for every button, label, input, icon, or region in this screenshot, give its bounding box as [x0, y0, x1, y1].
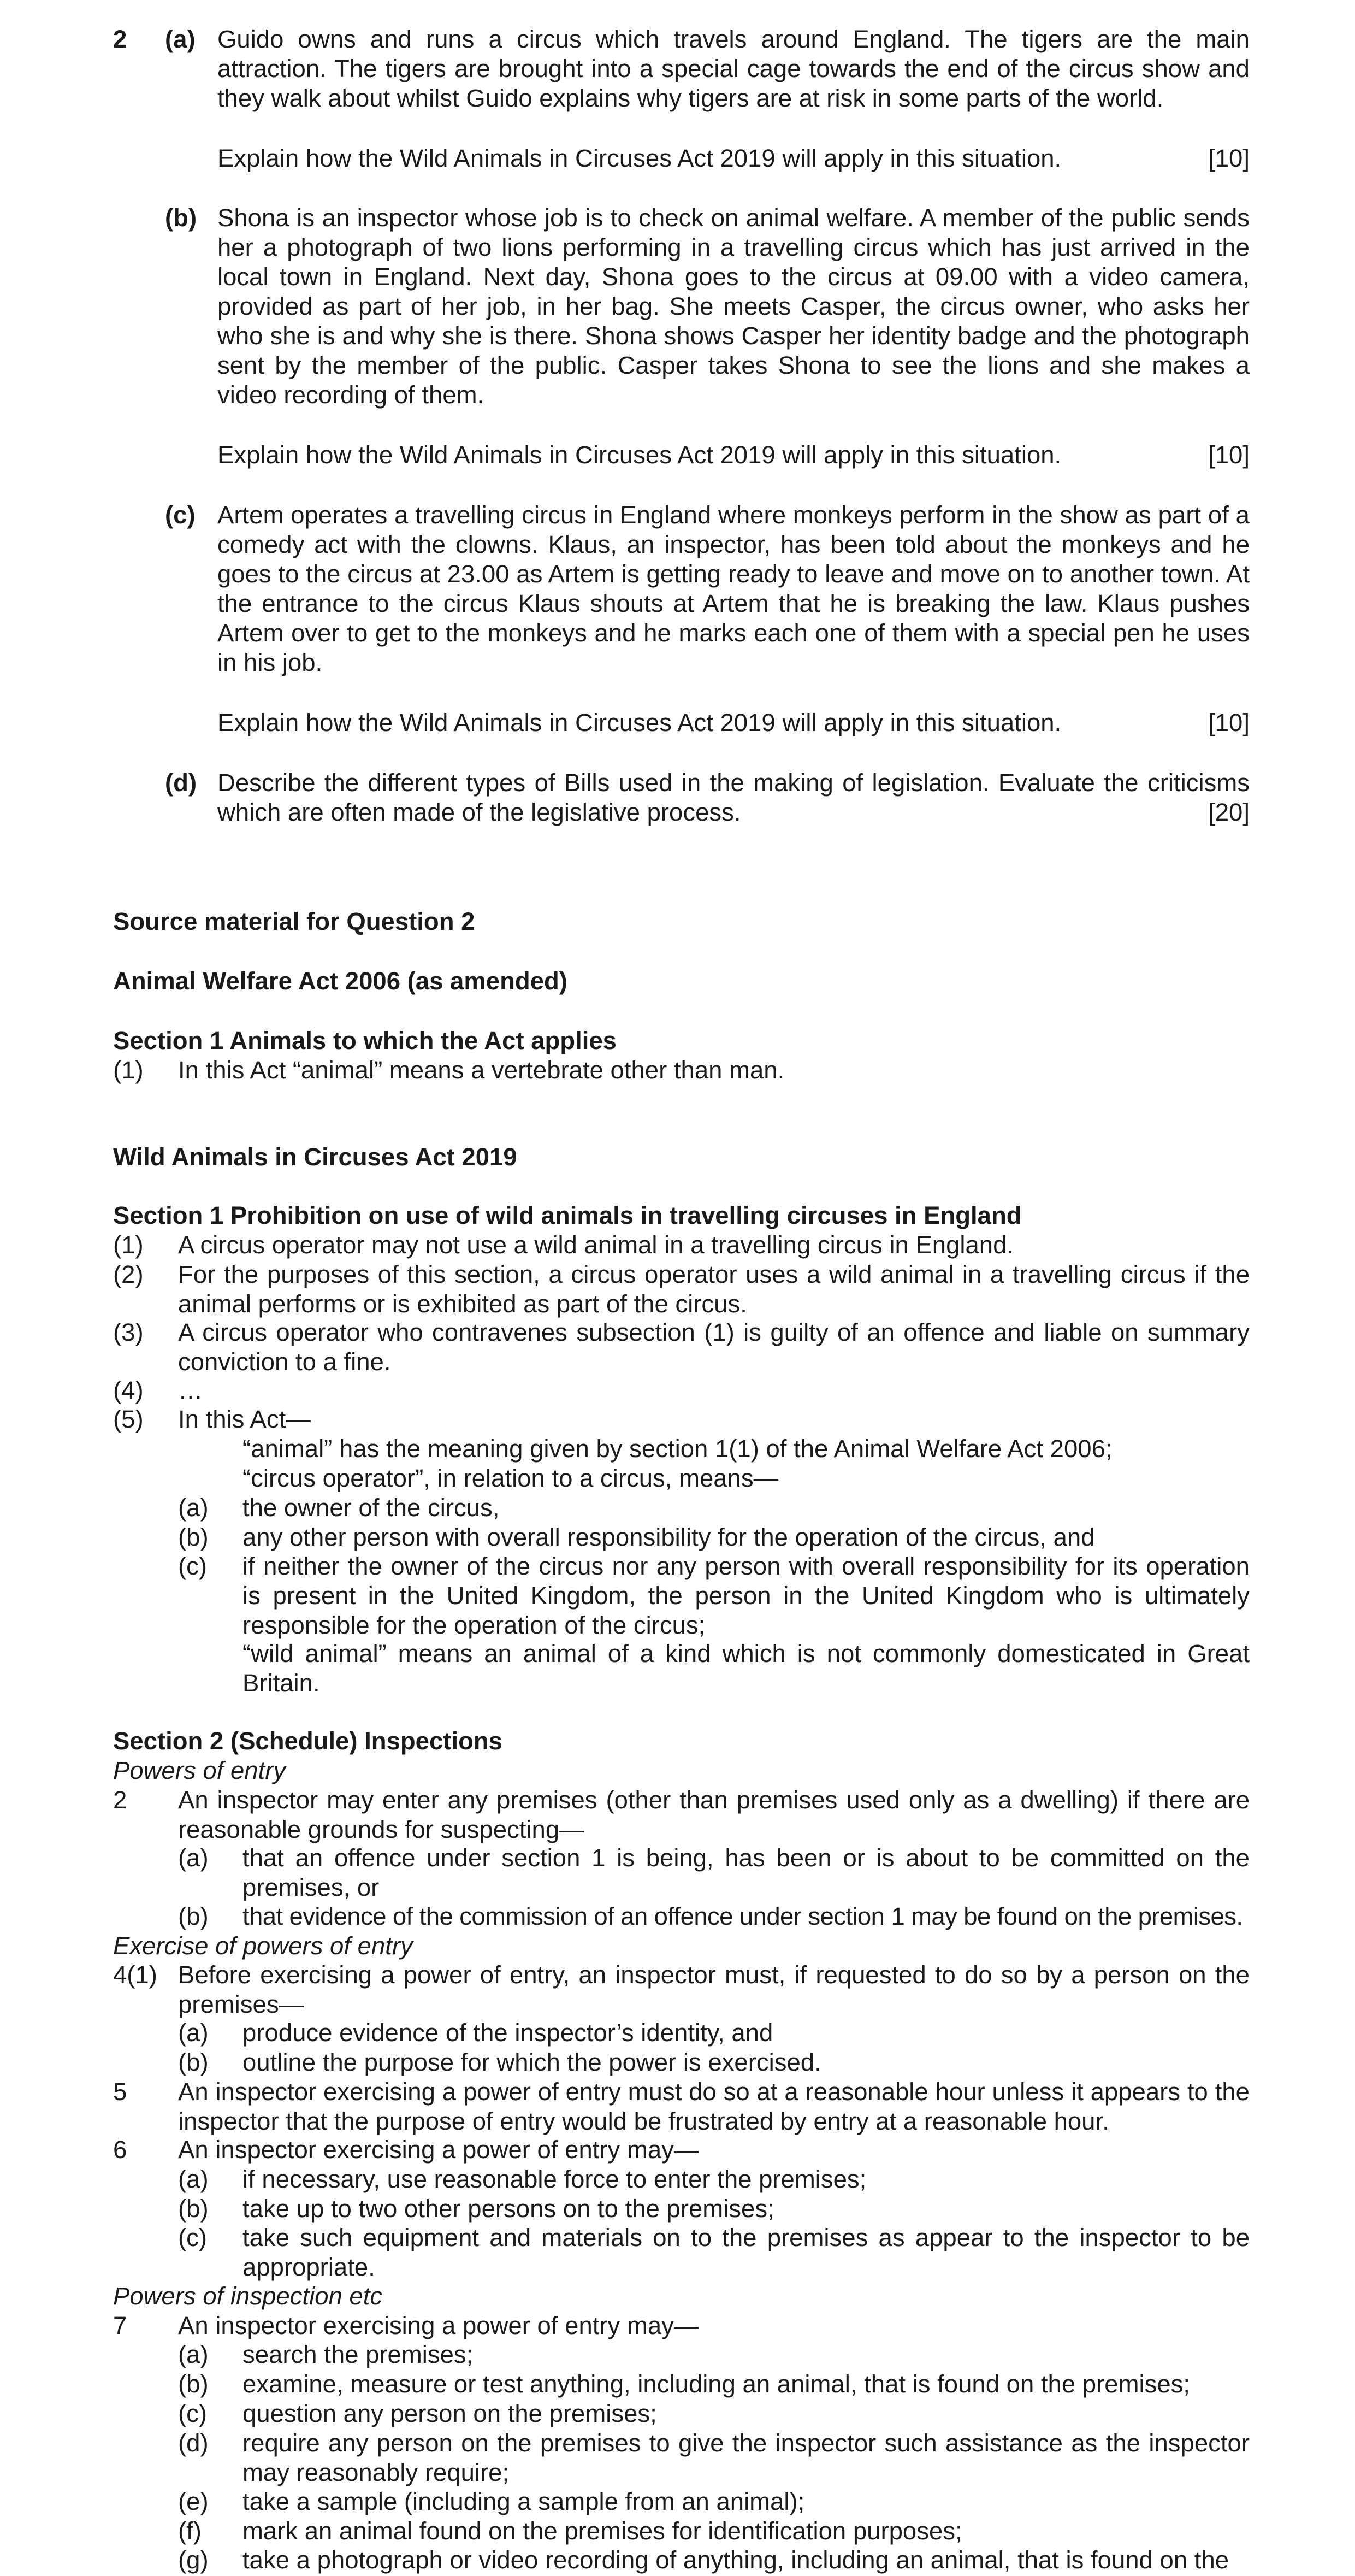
para-2-text: An inspector may enter any premises (other than premises used only as a dwelling) if there are reasonable grounds for suspecting— — [178, 1786, 1250, 1843]
part-d-text: Describe the different types of Bills used in the making of legislation. Evaluate the criticisms which are often made of the legislative process. — [217, 769, 1250, 826]
part-a-marks: [10] — [1208, 144, 1250, 172]
para-2-item-num: (b) — [178, 1902, 209, 1930]
para-4-item-text: produce evidence of the inspector’s identity, and — [242, 2019, 773, 2047]
part-b-label: (b) — [165, 204, 197, 232]
para-4-item-num: (a) — [178, 2019, 209, 2047]
part-a-prompt-text: Explain how the Wild Animals in Circuses Act 2019 will apply in this situation. — [217, 144, 1062, 172]
part-d-body — [217, 768, 1250, 827]
operator-item-text: if neither the owner of the circus nor any person with overall responsibility for its operation is present in the United Kingdom, the person in the United Kingdom who is ultimately responsible for the operation of the circus; — [242, 1552, 1250, 1639]
awa-s1-1-num: (1) — [113, 1056, 144, 1084]
part-b-marks: [10] — [1208, 441, 1250, 469]
para-7-item-text: require any person on the premises to give the inspector such assistance as the inspector may reasonably require; — [242, 2429, 1250, 2486]
para-7-item-text: mark an animal found on the premises for identification purposes; — [242, 2517, 962, 2545]
para-5-num: 5 — [113, 2078, 127, 2106]
wac-s1-num: (5) — [113, 1405, 144, 1433]
part-c-prompt — [217, 708, 1250, 738]
powers-of-inspection-heading: Powers of inspection etc — [113, 2282, 383, 2310]
wac-title: Wild Animals in Circuses Act 2019 — [113, 1143, 517, 1171]
para-2-item-text: that evidence of the commission of an offence under section 1 may be found on the premises. — [242, 1902, 1243, 1930]
para-7-item-text: take a sample (including a sample from an animal); — [242, 2487, 805, 2515]
para-2-item-num: (a) — [178, 1844, 209, 1872]
part-a-scenario: Guido owns and runs a circus which travels around England. The tigers are the main attraction. The tigers are brought into a special cage towards the end of the circus show and they walk about whilst Guido explains why tigers are at risk in some parts of the world. — [217, 25, 1250, 112]
para-7-text: An inspector exercising a power of entry may— — [178, 2312, 699, 2339]
para-7-item-num: (c) — [178, 2400, 208, 2427]
para-7-item-text: examine, measure or test anything, including an animal, that is found on the premises; — [242, 2370, 1191, 2398]
part-b-prompt — [217, 440, 1250, 470]
part-a-prompt — [217, 144, 1250, 173]
operator-item-num: (a) — [178, 1494, 209, 1522]
awa-s1-heading: Section 1 Animals to which the Act applies — [113, 1027, 617, 1054]
para-2-item-text: that an offence under section 1 is being, has been or is about to be committed on the premises, or — [242, 1844, 1250, 1901]
para-6-item-text: take such equipment and materials on to the premises as appear to the inspector to be appropriate. — [242, 2224, 1250, 2281]
para-4-item-text: outline the purpose for which the power is exercised. — [242, 2048, 821, 2076]
part-c-prompt-text: Explain how the Wild Animals in Circuses Act 2019 will apply in this situation. — [217, 709, 1062, 736]
operator-item-text: any other person with overall responsibility for the operation of the circus, and — [242, 1523, 1095, 1551]
para-7-item-num: (d) — [178, 2429, 209, 2457]
wac-s1-num: (4) — [113, 1376, 144, 1404]
para-6-item-num: (b) — [178, 2195, 209, 2223]
para-2-num: 2 — [113, 1786, 127, 1814]
part-d-marks: [20] — [1208, 798, 1250, 826]
para-7-item-num: (f) — [178, 2517, 202, 2545]
para-7-item-num: (a) — [178, 2341, 209, 2368]
wac-s1-text: A circus operator who contravenes subsection (1) is guilty of an offence and liable on summary conviction to a fine. — [178, 1318, 1250, 1376]
operator-item-num: (b) — [178, 1523, 209, 1551]
definition-wild-animal: “wild animal” means an animal of a kind which is not commonly domesticated in Great Britain. — [242, 1640, 1250, 1697]
para-7-item-text: take a photograph or video recording of anything, including an animal, that is found on the — [242, 2546, 1229, 2574]
para-7-item-text: question any person on the premises; — [242, 2400, 657, 2427]
wac-s1-text: A circus operator may not use a wild animal in a travelling circus in England. — [178, 1231, 1014, 1259]
para-6-item-text: take up to two other persons on to the premises; — [242, 2195, 774, 2223]
exercise-of-powers-heading: Exercise of powers of entry — [113, 1932, 413, 1960]
definition-animal: “animal” has the meaning given by section 1(1) of the Animal Welfare Act 2006; — [242, 1435, 1113, 1463]
part-d-label: (d) — [165, 769, 197, 797]
wac-s1-text: For the purposes of this section, a circus operator uses a wild animal in a travelling circus if the animal performs or is exhibited as part of the circus. — [178, 1260, 1250, 1318]
wac-s1-text: … — [178, 1376, 203, 1404]
para-4-text: Before exercising a power of entry, an inspector must, if requested to do so by a person on the premises— — [178, 1961, 1250, 2018]
wac-s1-num: (2) — [113, 1260, 144, 1288]
para-4-item-num: (b) — [178, 2048, 209, 2076]
para-7-item-num: (b) — [178, 2370, 209, 2398]
part-c-scenario: Artem operates a travelling circus in England where monkeys perform in the show as part of a comedy act with the clowns. Klaus, an inspector, has been told about the monkeys and he goes to the circus at 23.00 as Artem is getting ready to leave and move on to another town. At the entrance to the circus Klaus shouts at Artem that he is breaking the law. Klaus pushes Artem over to get to the monkeys and he marks each one of them with a special pen he uses in his job. — [217, 501, 1250, 676]
part-c-marks: [10] — [1208, 709, 1250, 736]
operator-item-num: (c) — [178, 1552, 208, 1580]
wac-s2-heading: Section 2 (Schedule) Inspections — [113, 1727, 502, 1755]
para-6-item-num: (a) — [178, 2165, 209, 2193]
part-c-label: (c) — [165, 501, 196, 529]
para-6-num: 6 — [113, 2136, 127, 2164]
question-number: 2 — [113, 25, 127, 53]
wac-s1-heading: Section 1 Prohibition on use of wild animals in travelling circuses in England — [113, 1201, 1022, 1229]
source-heading: Source material for Question 2 — [113, 907, 475, 935]
awa-s1-1-text: In this Act “animal” means a vertebrate other than man. — [178, 1056, 785, 1084]
wac-s1-text: In this Act— — [178, 1405, 311, 1433]
para-6-item-text: if necessary, use reasonable force to enter the premises; — [242, 2165, 867, 2193]
wac-s1-num: (3) — [113, 1318, 144, 1346]
awa-title: Animal Welfare Act 2006 (as amended) — [113, 967, 567, 995]
powers-of-entry-heading: Powers of entry — [113, 1756, 286, 1784]
part-b-scenario: Shona is an inspector whose job is to check on animal welfare. A member of the public sends her a photograph of two lions performing in a travelling circus which has just arrived in the local town in England. Next day, Shona goes to the circus at 09.00 with a video camera, provided as part of her job, in her bag. She meets Casper, the circus owner, who asks her who she is and why she is there. Shona shows Casper her identity badge and the photograph sent by the member of the public. Casper takes Shona to see the lions and she makes a video recording of them. — [217, 204, 1250, 409]
para-7-item-text: search the premises; — [242, 2341, 474, 2368]
operator-item-text: the owner of the circus, — [242, 1494, 500, 1522]
para-6-item-num: (c) — [178, 2224, 208, 2251]
para-7-num: 7 — [113, 2312, 127, 2339]
para-7-item-num: (g) — [178, 2546, 209, 2574]
para-5-text: An inspector exercising a power of entry must do so at a reasonable hour unless it appears to the inspector that the purpose of entry would be frustrated by entry at a reasonable hour. — [178, 2078, 1250, 2135]
para-6-text: An inspector exercising a power of entry may— — [178, 2136, 699, 2164]
definition-circus-operator: “circus operator”, in relation to a circus, means— — [242, 1464, 779, 1492]
para-7-item-num: (e) — [178, 2487, 209, 2515]
part-a-label: (a) — [165, 25, 196, 53]
wac-s1-num: (1) — [113, 1231, 144, 1259]
part-b-prompt-text: Explain how the Wild Animals in Circuses Act 2019 will apply in this situation. — [217, 441, 1062, 469]
para-4-num: 4(1) — [113, 1961, 157, 1989]
